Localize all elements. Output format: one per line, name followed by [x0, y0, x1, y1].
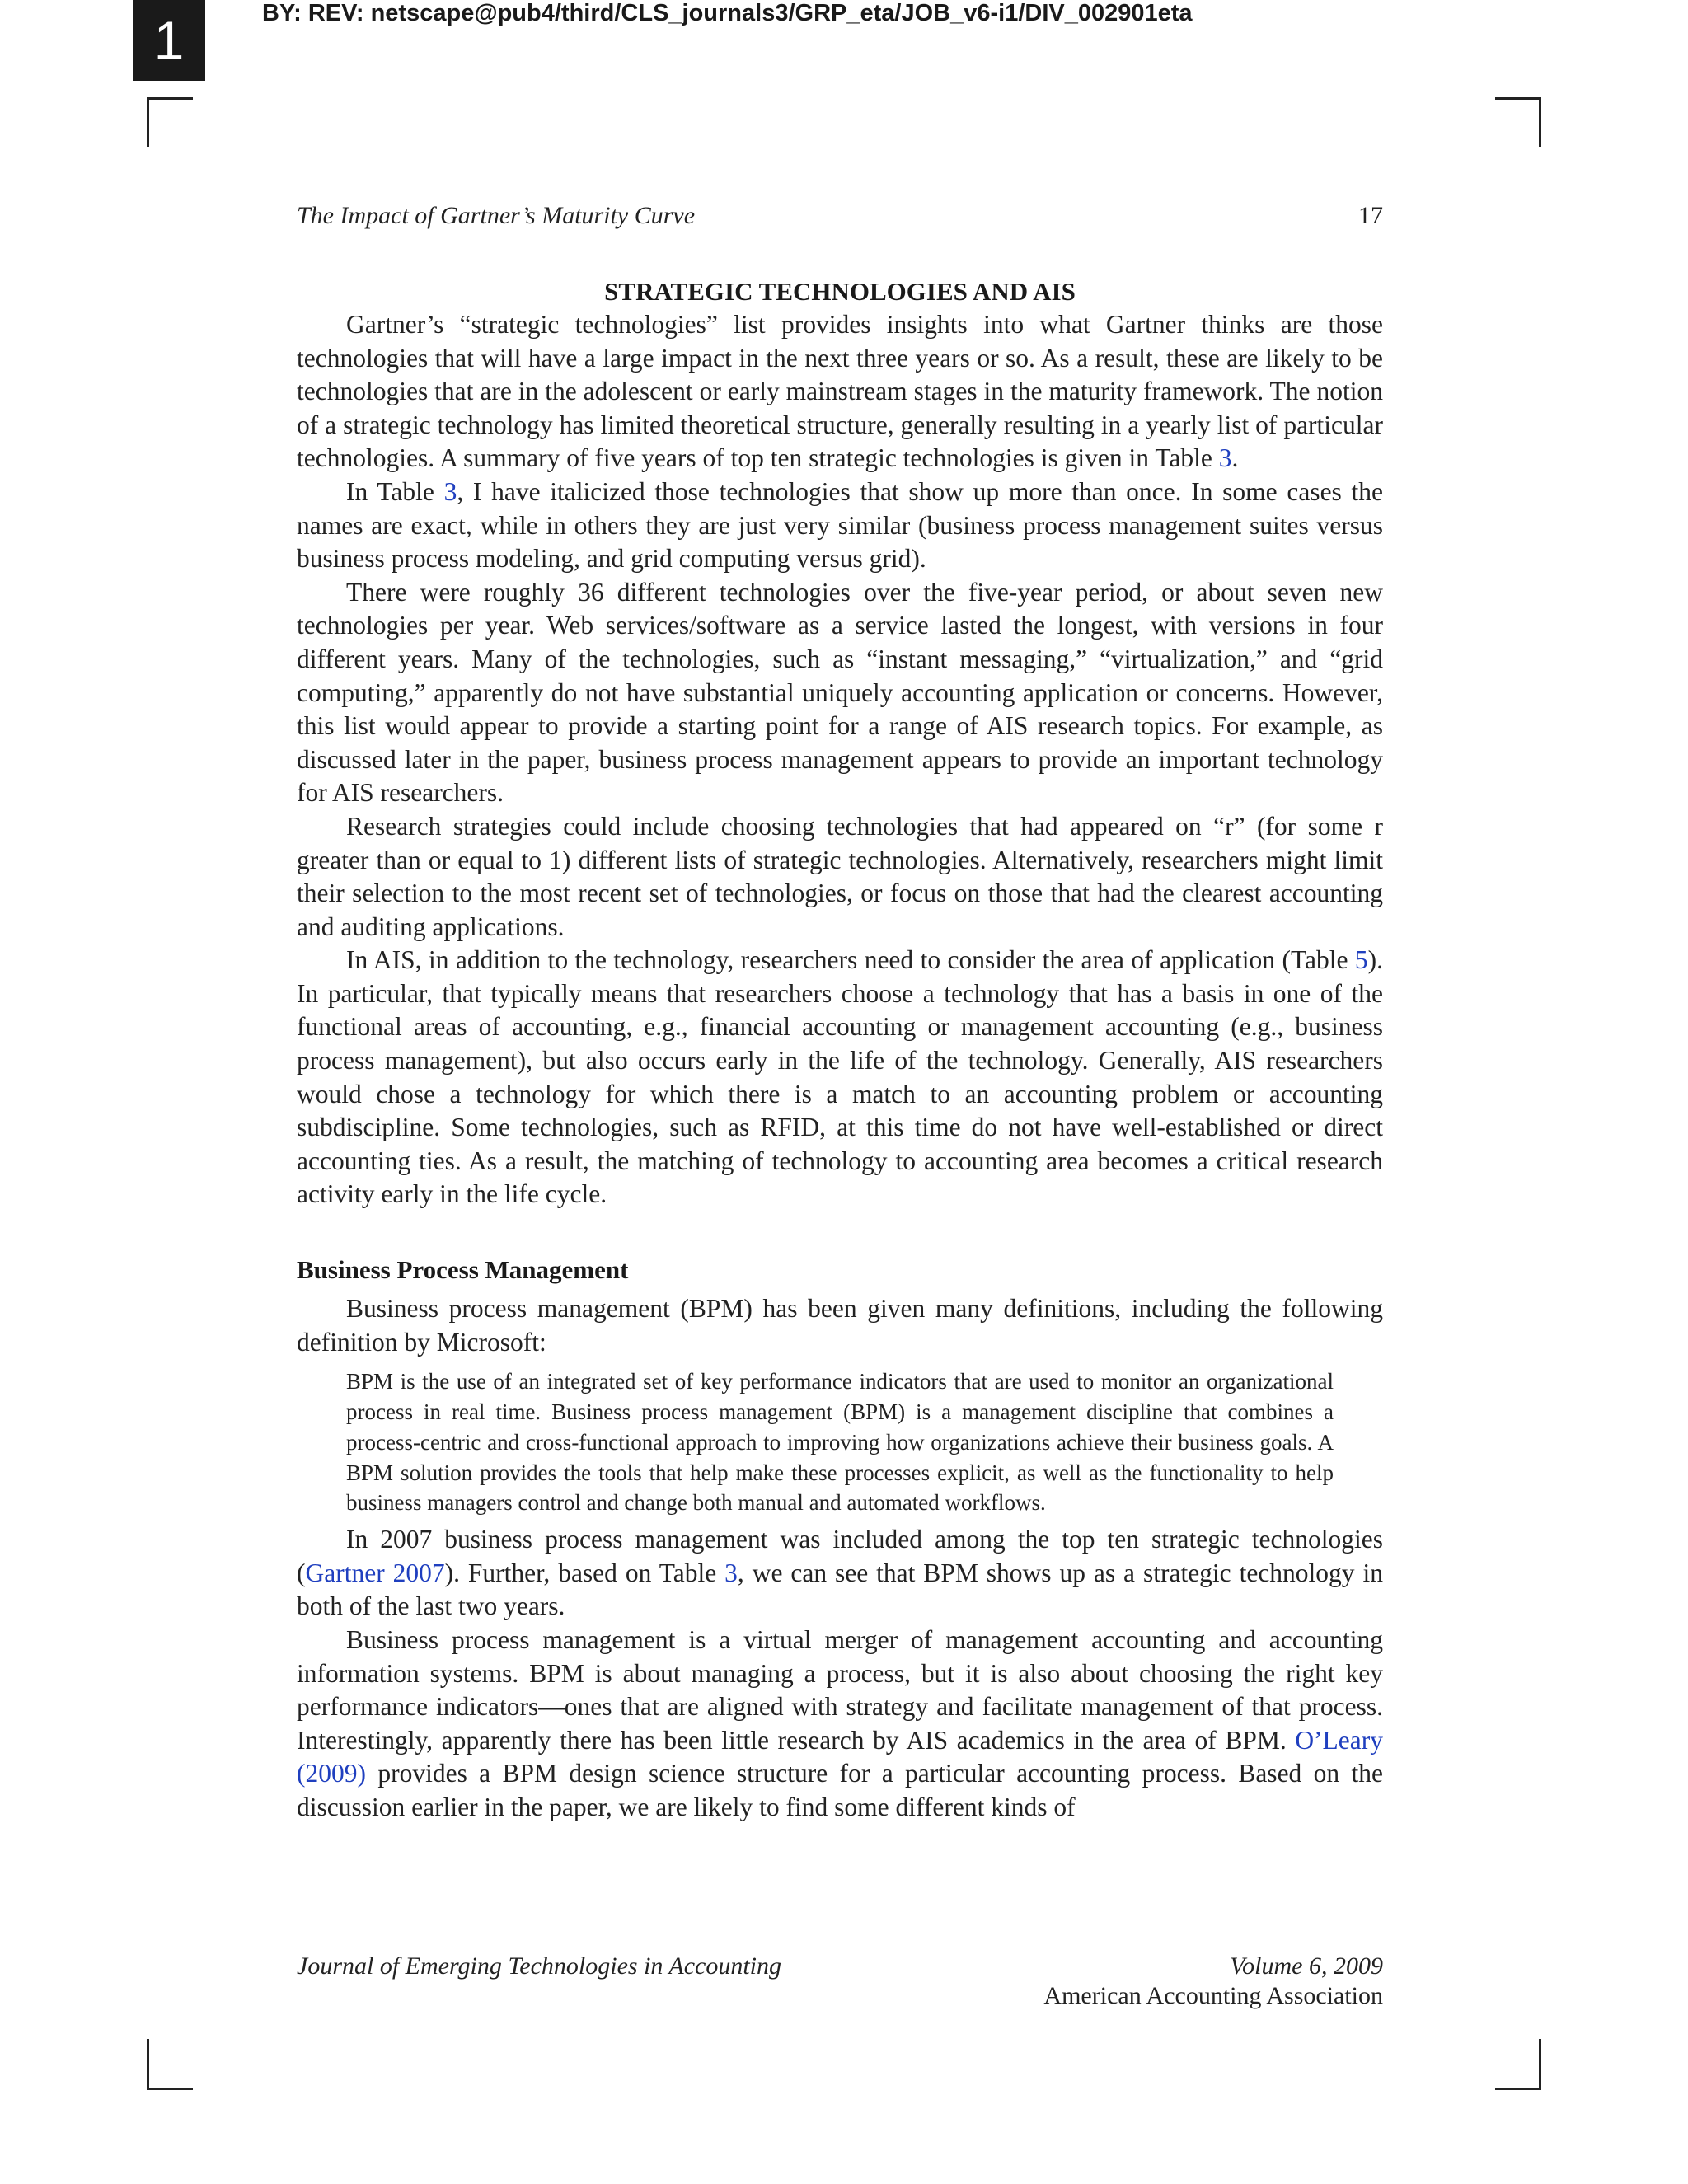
journal-name: Journal of Emerging Technologies in Accounting	[297, 1952, 782, 1980]
table-reference-link[interactable]: 5	[1354, 945, 1368, 975]
running-head	[297, 201, 1383, 231]
paragraph-text: Research strategies could include choosing technologies that had appeared on “r” (for some r greater than or equal to 1) different lists of strategic technologies. Alternatively, researchers might limit their selection to the most recent set of technologies, or focus on those that had the clearest accounting and auditing applications.	[297, 811, 1383, 941]
page-number: 17	[1358, 202, 1383, 229]
paragraph	[297, 576, 1383, 810]
paragraph-text: There were roughly 36 different technologies over the five-year period, or about seven new technologies per year. Web services/software as a service lasted the longest, with versions in four different years. Many of the technologies, such as “instant messaging,” “virtualization,” and “grid computing,” apparently do not have substantial uniquely accounting application or concerns. However, this list would appear to provide a starting point for a range of AIS research topics. For example, as discussed later in the paper, business process management appears to provide an important technology for AIS researchers.	[297, 577, 1383, 808]
article-body	[297, 275, 1383, 1825]
paragraph-text: .	[1231, 443, 1239, 473]
footer-right	[1043, 1952, 1383, 2011]
citation-link[interactable]: Gartner 2007	[305, 1558, 445, 1587]
paragraph-text: Business process management is a virtual merger of management accounting and accounting information systems. BPM is about managing a process, but it is also about choosing the right key performance indicators—ones that are aligned with strategy and facilitate management of that process. Interestingly, apparently there has been little research by AIS academics in the area of BPM.	[297, 1624, 1383, 1755]
paragraph	[297, 810, 1383, 944]
paragraph	[297, 1624, 1383, 1825]
paragraph-text: In AIS, in addition to the technology, researchers need to consider the area of application (Table	[346, 945, 1355, 975]
paragraph-text: , I have italicized those technologies that show up more than once. In some cases the names are exact, while in others they are just very similar (business process management suites versus business process modeling, and grid computing versus grid).	[297, 476, 1383, 574]
volume-info: Volume 6, 2009	[1230, 1952, 1383, 1980]
paragraph	[297, 476, 1383, 576]
table-reference-link[interactable]: 3	[1218, 443, 1232, 473]
paragraph-text: In 2007 business process management was included among the top ten strategic technologies (	[297, 1525, 1383, 1587]
section-title: STRATEGIC TECHNOLOGIES AND AIS	[604, 277, 1076, 306]
block-quote: BPM is the use of an integrated set of key performance indicators that are used to monitor an organizational process in real time. Business process management (BPM) is a management discipline that combines a process-centric and cross-functional approach to improving how organizations achieve their business goals. A BPM solution provides the tools that help make these processes explicit, as well as the functionality to help business managers control and change both manual and automated workflows.	[346, 1369, 1334, 1516]
paragraph	[297, 1523, 1383, 1624]
production-slug: BY: REV: netscape@pub4/third/CLS_journals3/GRP_eta/JOB_v6-i1/DIV_002901eta	[262, 0, 1193, 26]
citation-link[interactable]: O’Leary (2009)	[297, 1725, 1383, 1788]
page-sequence-badge: 1	[133, 0, 205, 81]
table-reference-link[interactable]: 3	[724, 1558, 738, 1587]
paragraph-text: ). In particular, that typically means that researchers choose a technology that has a basis in one of the functional areas of accounting, e.g., financial accounting or management accounting (e.g., business process management), but also occurs early in the life of the technology. Generally, AIS researchers would chose a technology for which there is a match to an accounting problem or accounting subdiscipline. Some technologies, such as RFID, at this time do not have well-established or direct accounting ties. As a result, the matching of technology to accounting area becomes a critical research activity early in the life cycle.	[297, 945, 1383, 1209]
paragraph-text: In Table	[346, 476, 444, 506]
paragraph-text: , we can see that BPM shows up as a strategic technology in both of the last two years.	[297, 1558, 1383, 1621]
paragraph	[297, 944, 1383, 1212]
page-footer	[297, 1952, 1383, 2009]
running-head-title: The Impact of Gartner’s Maturity Curve	[297, 202, 696, 229]
table-reference-link[interactable]: 3	[443, 476, 457, 506]
paragraph-text: ). Further, based on Table	[444, 1558, 725, 1587]
paragraph-text: provides a BPM design science structure for a particular accounting process. Based on the discussion earlier in the paper, we are likely to find some different kinds of	[297, 1759, 1383, 1821]
paragraph	[297, 308, 1383, 476]
paragraph-text: Gartner’s “strategic technologies” list provides insights into what Gartner thinks are those technologies that will have a large impact in the next three years or so. As a result, these are likely to be technologies that are in the adolescent or early mainstream stages in the maturity framework. The notion of a strategic technology has limited theoretical structure, generally resulting in a yearly list of particular technologies. A summary of five years of top ten strategic technologies is given in Table	[297, 310, 1383, 473]
subsection-title: Business Process Management	[297, 1255, 629, 1285]
paragraph	[297, 1292, 1383, 1359]
publisher-name: American Accounting Association	[1043, 1982, 1383, 2009]
paragraph-text: Business process management (BPM) has been given many definitions, including the following definition by Microsoft:	[297, 1294, 1383, 1357]
